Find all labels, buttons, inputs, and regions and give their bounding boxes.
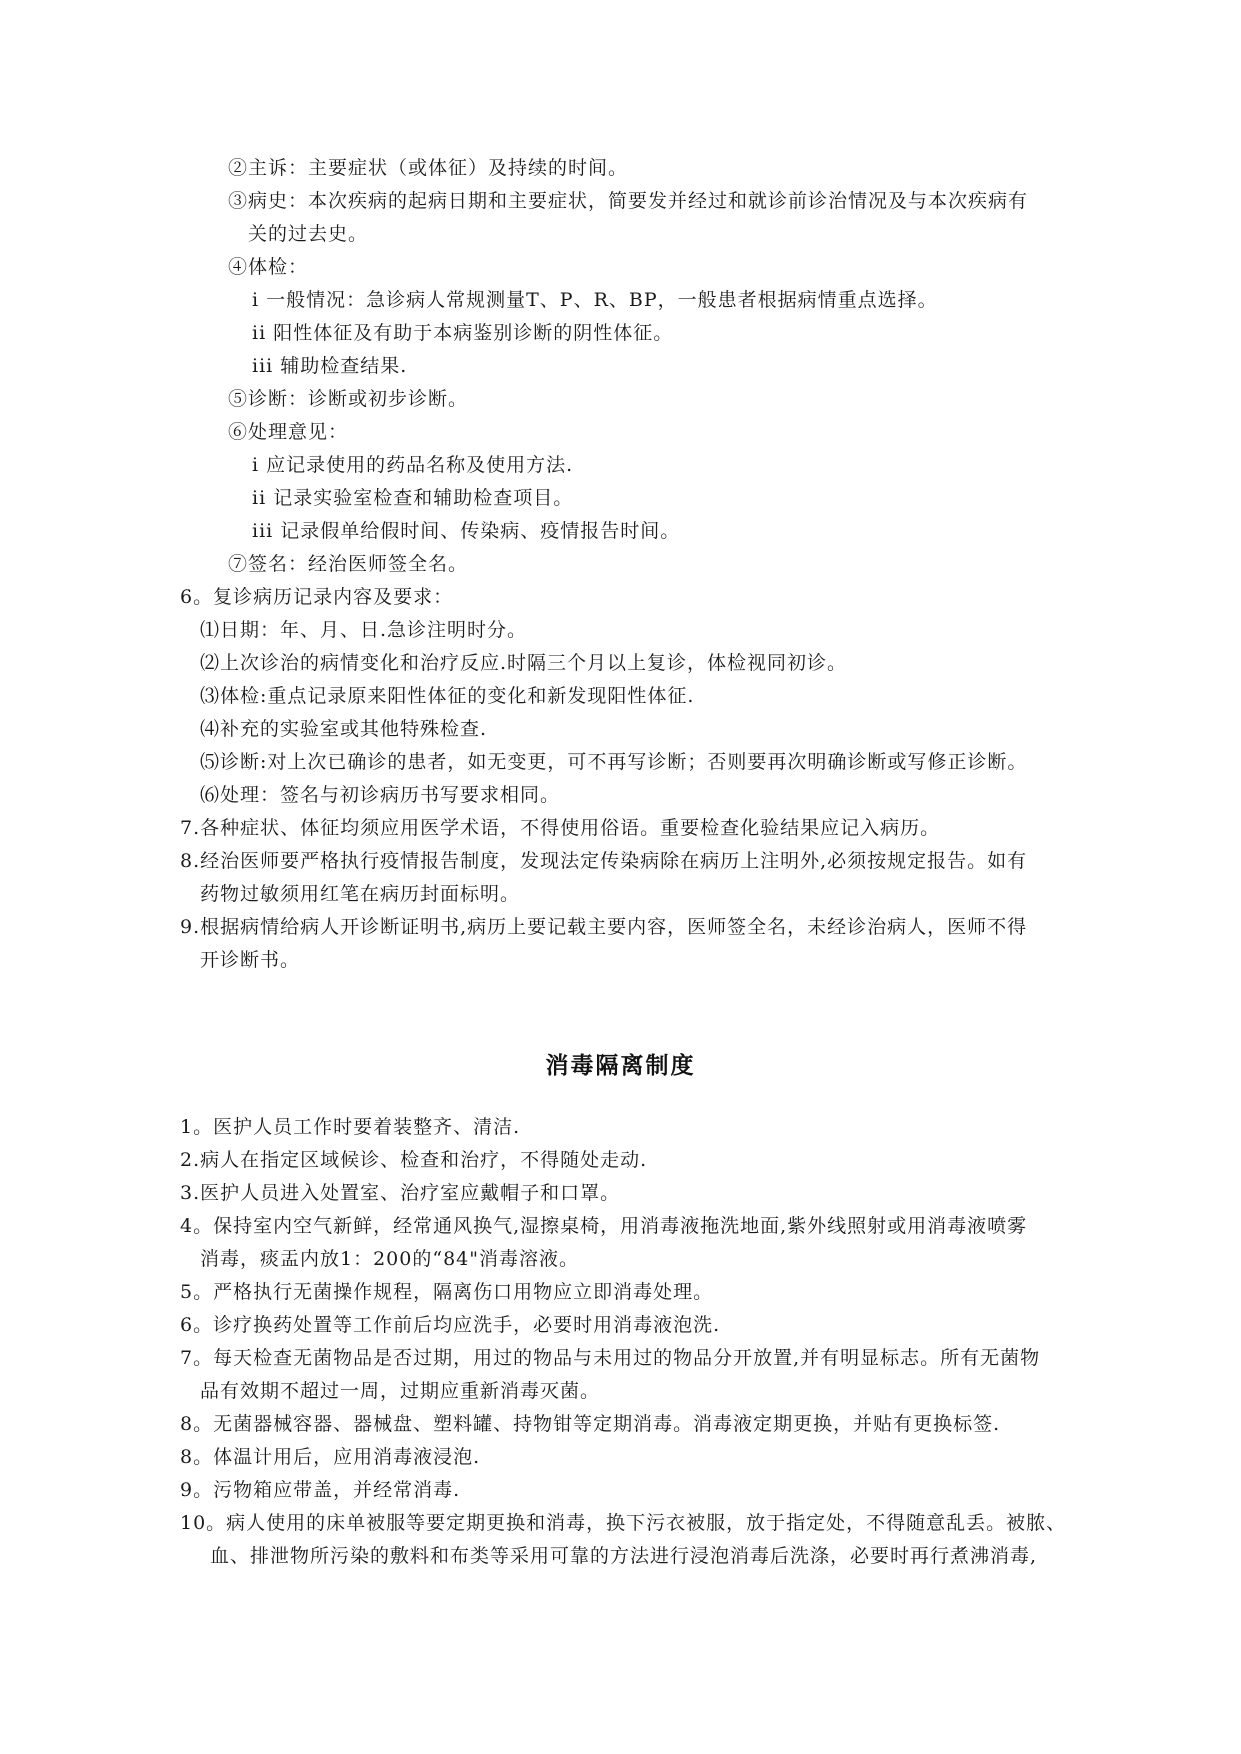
rule-line: 5。严格执行无菌操作规程，隔离伤口用物应立即消毒处理。 <box>180 1281 714 1303</box>
revisit-item: ⑴日期：年、月、日.急诊注明时分。 <box>200 619 528 641</box>
revisit-item: ⑸诊断:对上次已确诊的患者，如无变更，可不再写诊断；否则要再次明确诊断或写修正诊断。 <box>200 751 1028 773</box>
section-title: 消毒隔离制度 <box>545 1053 696 1079</box>
item-7: 7.各种症状、体征均须应用医学术语，不得使用俗语。重要检查化验结果应记入病历。 <box>180 817 941 839</box>
revisit-item: ⑵上次诊治的病情变化和治疗反应.时隔三个月以上复诊，体检视同初诊。 <box>200 652 848 674</box>
item-9-line1: 9.根据病情给病人开诊断证明书,病历上要记载主要内容，医师签全名，未经诊治病人，医师不得 <box>180 916 1028 938</box>
item-signature: ⑦签名：经治医师签全名。 <box>228 553 469 575</box>
subitem-treatment-leave: iii 记录假单给假时间、传染病、疫情报告时间。 <box>252 520 681 542</box>
rule-line-continued: 品有效期不超过一周，过期应重新消毒灭菌。 <box>200 1380 601 1402</box>
rule-line: 4。保持室内空气新鲜，经常通风换气,湿擦桌椅，用消毒液拖洗地面,紫外线照射或用消毒液喷雾 <box>180 1215 1028 1237</box>
rule-line: 9。污物箱应带盖，并经常消毒. <box>180 1479 461 1501</box>
rule-line: 1。医护人员工作时要着装整齐、清洁. <box>180 1116 521 1138</box>
subitem-treatment-drugs: i 应记录使用的药品名称及使用方法. <box>252 454 574 476</box>
rule-line: 10。病人使用的床单被服等要定期更换和消毒，换下污衣被服，放于指定处，不得随意乱丢。被脓、 <box>180 1512 1067 1534</box>
item-8-line2: 药物过敏须用红笔在病历封面标明。 <box>200 883 521 905</box>
item-physical-exam: ④体检： <box>228 256 309 278</box>
item-chief-complaint: ②主诉：主要症状（或体征）及持续的时间。 <box>228 157 629 179</box>
revisit-item: ⑷补充的实验室或其他特殊检查. <box>200 718 488 740</box>
revisit-item: ⑶体检:重点记录原来阳性体征的变化和新发现阳性体征. <box>200 685 695 707</box>
subitem-exam-signs: ii 阳性体征及有助于本病鉴别诊断的阴性体征。 <box>252 322 674 344</box>
rule-line-continued: 消毒，痰盂内放1：200的“84"消毒溶液。 <box>200 1248 579 1270</box>
rule-line-continued: 血、排泄物所污染的敷料和布类等采用可靠的方法进行浸泡消毒后洗涤，必要时再行煮沸消毒, <box>210 1545 1038 1567</box>
item-8-line1: 8.经治医师要严格执行疫情报告制度，发现法定传染病除在病历上注明外,必须按规定报告。如有 <box>180 850 1028 872</box>
rule-line: 8。体温计用后，应用消毒液浸泡. <box>180 1446 481 1468</box>
subitem-treatment-tests: ii 记录实验室检查和辅助检查项目。 <box>252 487 574 509</box>
rule-line: 7。每天检查无菌物品是否过期，用过的物品与未用过的物品分开放置,并有明显标志。所有无菌物 <box>180 1347 1041 1369</box>
item-9-line2: 开诊断书。 <box>200 949 301 971</box>
item-medical-history-line1: ③病史：本次疾病的起病日期和主要症状，简要发并经过和就诊前诊治情况及与本次疾病有 <box>228 190 1029 212</box>
item-diagnosis: ⑤诊断：诊断或初步诊断。 <box>228 388 469 410</box>
subitem-exam-general: i 一般情况：急诊病人常规测量T、P、R、BP，一般患者根据病情重点选择。 <box>252 289 938 311</box>
subitem-exam-aux: iii 辅助检查结果. <box>252 355 408 377</box>
rule-line: 2.病人在指定区域候诊、检查和治疗，不得随处走动. <box>180 1149 648 1171</box>
rule-line: 3.医护人员进入处置室、治疗室应戴帽子和口罩。 <box>180 1182 621 1204</box>
item-medical-history-line2: 关的过去史。 <box>248 223 369 245</box>
rule-line: 8。无菌器械容器、器械盘、塑料罐、持物钳等定期消毒。消毒液定期更换，并贴有更换标签. <box>180 1413 1001 1435</box>
revisit-heading: 6。复诊病历记录内容及要求： <box>180 586 454 608</box>
revisit-item: ⑹处理：签名与初诊病历书写要求相同。 <box>200 784 561 806</box>
item-treatment: ⑥处理意见： <box>228 421 349 443</box>
rule-line: 6。诊疗换药处置等工作前后均应洗手，必要时用消毒液泡洗. <box>180 1314 721 1336</box>
